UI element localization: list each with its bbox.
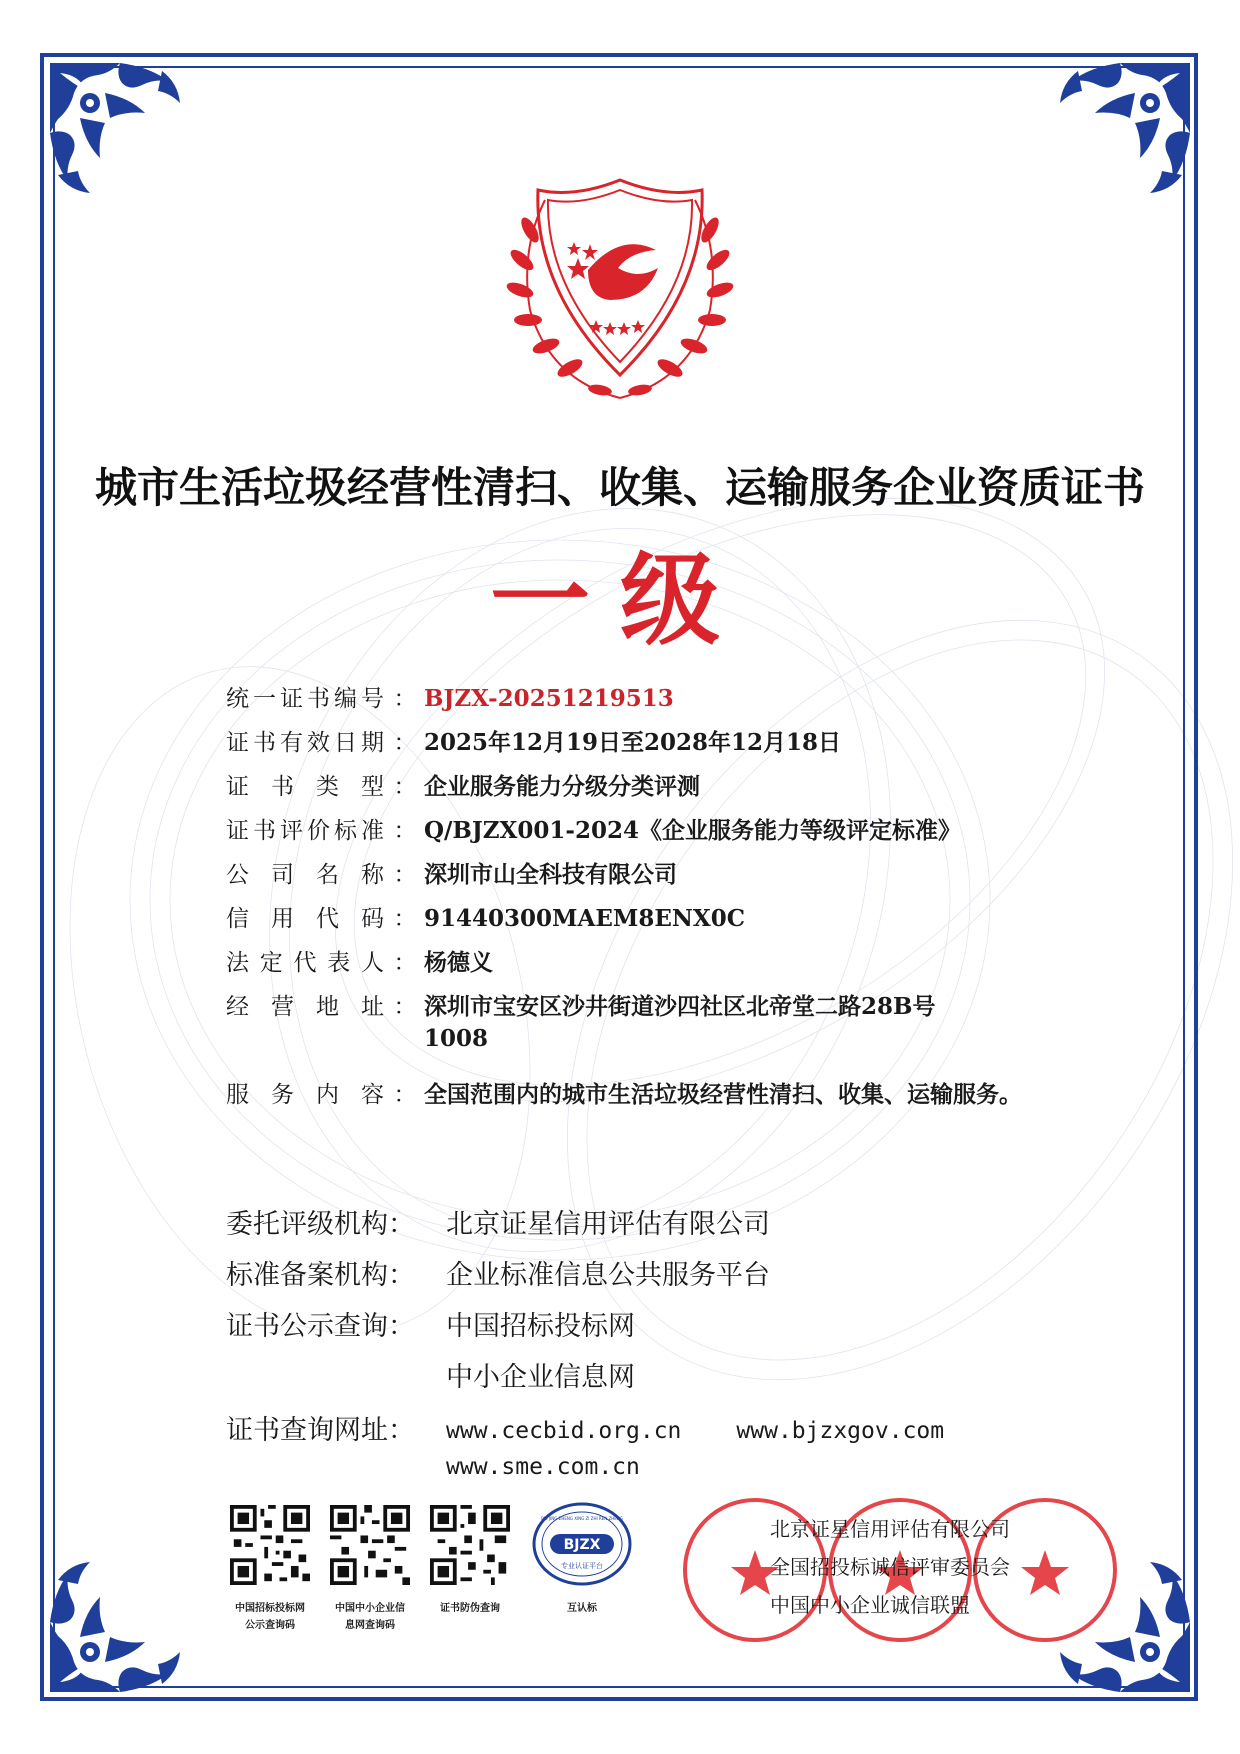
field-row-standard — [226, 815, 1126, 859]
url-label: 证书查询网址： — [226, 1415, 415, 1446]
field-row-credit-code — [226, 903, 1126, 947]
certificate-title: 城市生活垃圾经营性清扫、收集、运输服务企业资质证书 — [94, 463, 1145, 512]
field-value-standard: Q/BJZX001-2024《企业服务能力等级评定标准》 — [424, 817, 961, 844]
address-line-2: 1008 — [424, 1025, 489, 1052]
field-label: 证书评价标准 — [226, 818, 386, 844]
org-row-rating-agency — [226, 1205, 1126, 1256]
field-value-address — [424, 991, 1126, 1055]
field-value-legal-representative: 杨德义 — [424, 949, 493, 976]
field-label: 公司名称 — [226, 862, 386, 888]
url-link-bjzxgov[interactable]: www.bjzxgov.com — [736, 1418, 945, 1444]
org-label: 委托评级机构： — [226, 1209, 415, 1240]
field-label: 统一证书编号 — [226, 686, 386, 712]
qr-caption-line: 公示查询码 — [245, 1620, 295, 1631]
logo-arc-bottom: 专业认证平台 — [561, 1562, 603, 1570]
field-colon: ： — [393, 906, 417, 932]
org-value: 中小企业信息网 — [446, 1362, 635, 1393]
field-row-type — [226, 771, 1126, 815]
field-label: 服务内容 — [226, 1082, 386, 1108]
field-value-certificate-number: BJZX-20251219513 — [424, 685, 674, 712]
url-list — [446, 1413, 999, 1485]
organization-section — [226, 1205, 1126, 1485]
field-label: 经营地址 — [226, 994, 386, 1020]
field-value-validity: 2025年12月19日至2028年12月18日 — [424, 729, 842, 756]
qr-code-icon[interactable] — [230, 1505, 310, 1585]
field-row-legal-representative — [226, 947, 1126, 991]
org-row-public-query-2 — [226, 1358, 1126, 1409]
address-line-1: 深圳市宝安区沙井街道沙四社区北帝堂二路28B号 — [424, 993, 936, 1020]
org-value: 企业标准信息公共服务平台 — [446, 1260, 770, 1291]
org-label: 证书公示查询： — [226, 1311, 415, 1342]
qr-caption — [410, 1600, 530, 1617]
org-row-filing-agency — [226, 1256, 1126, 1307]
seal-line: 全国招投标诚信评审委员会 — [770, 1555, 1010, 1579]
field-label: 法定代表人 — [226, 950, 386, 976]
certificate-details — [226, 683, 1126, 1123]
field-label: 信用代码 — [226, 906, 386, 932]
seal-signatories — [770, 1510, 1060, 1624]
org-label: 标准备案机构： — [226, 1260, 415, 1291]
field-colon: ： — [393, 862, 417, 888]
field-row-certificate-number — [226, 683, 1126, 727]
field-row-service-scope — [226, 1079, 1126, 1123]
org-row-public-query — [226, 1307, 1126, 1358]
corner-ornament-icon — [1050, 63, 1190, 203]
field-value-type: 企业服务能力分级分类评测 — [424, 773, 700, 800]
certificate-grade: 一级 — [490, 541, 750, 659]
url-link-sme[interactable]: www.sme.com.cn — [446, 1454, 640, 1480]
field-row-validity — [226, 727, 1126, 771]
field-colon: ： — [393, 1082, 417, 1108]
corner-ornament-icon — [50, 63, 190, 203]
corner-ornament-icon — [50, 1552, 190, 1692]
url-row — [226, 1413, 1126, 1485]
seal-line: 北京证星信用评估有限公司 — [770, 1517, 1010, 1541]
qr-caption-line: 中国中小企业信 — [335, 1603, 405, 1614]
org-value: 中国招标投标网 — [446, 1311, 635, 1342]
field-value-service-scope: 全国范围内的城市生活垃圾经营性清扫、收集、运输服务。 — [424, 1081, 1022, 1108]
field-colon: ： — [393, 818, 417, 844]
field-value-company-name: 深圳市山全科技有限公司 — [424, 861, 677, 888]
qr-caption-line: 息网查询码 — [345, 1620, 395, 1631]
url-link-cecbid[interactable]: www.cecbid.org.cn — [446, 1418, 682, 1444]
org-value: 北京证星信用评估有限公司 — [446, 1209, 770, 1240]
field-row-address — [226, 991, 1126, 1079]
field-colon: ： — [393, 774, 417, 800]
field-row-company-name — [226, 859, 1126, 903]
qr-caption-line: 中国招标投标网 — [235, 1603, 305, 1614]
field-label: 证书有效日期 — [226, 730, 386, 756]
logo-caption: 互认标 — [567, 1603, 597, 1614]
field-colon: ： — [393, 994, 417, 1020]
field-value-credit-code: 91440300MAEM8ENX0C — [424, 905, 746, 932]
field-colon: ： — [393, 730, 417, 756]
bjzx-logo-icon — [532, 1500, 632, 1592]
qr-caption-line: 证书防伪查询 — [440, 1603, 500, 1614]
logo-text: BJZX — [563, 1537, 601, 1553]
qr-code-icon[interactable] — [330, 1505, 410, 1585]
logo-arc-top: BEI JING ZHENG XING ZI ZHI REN ZHENG — [541, 1516, 623, 1521]
seal-line: 中国中小企业诚信联盟 — [770, 1593, 970, 1617]
field-colon: ： — [393, 950, 417, 976]
shield-laurel-emblem-icon — [470, 150, 770, 420]
org-label — [226, 1358, 446, 1409]
field-label: 证书类型 — [226, 774, 386, 800]
field-colon: ： — [393, 686, 417, 712]
qr-code-icon[interactable] — [430, 1505, 510, 1585]
